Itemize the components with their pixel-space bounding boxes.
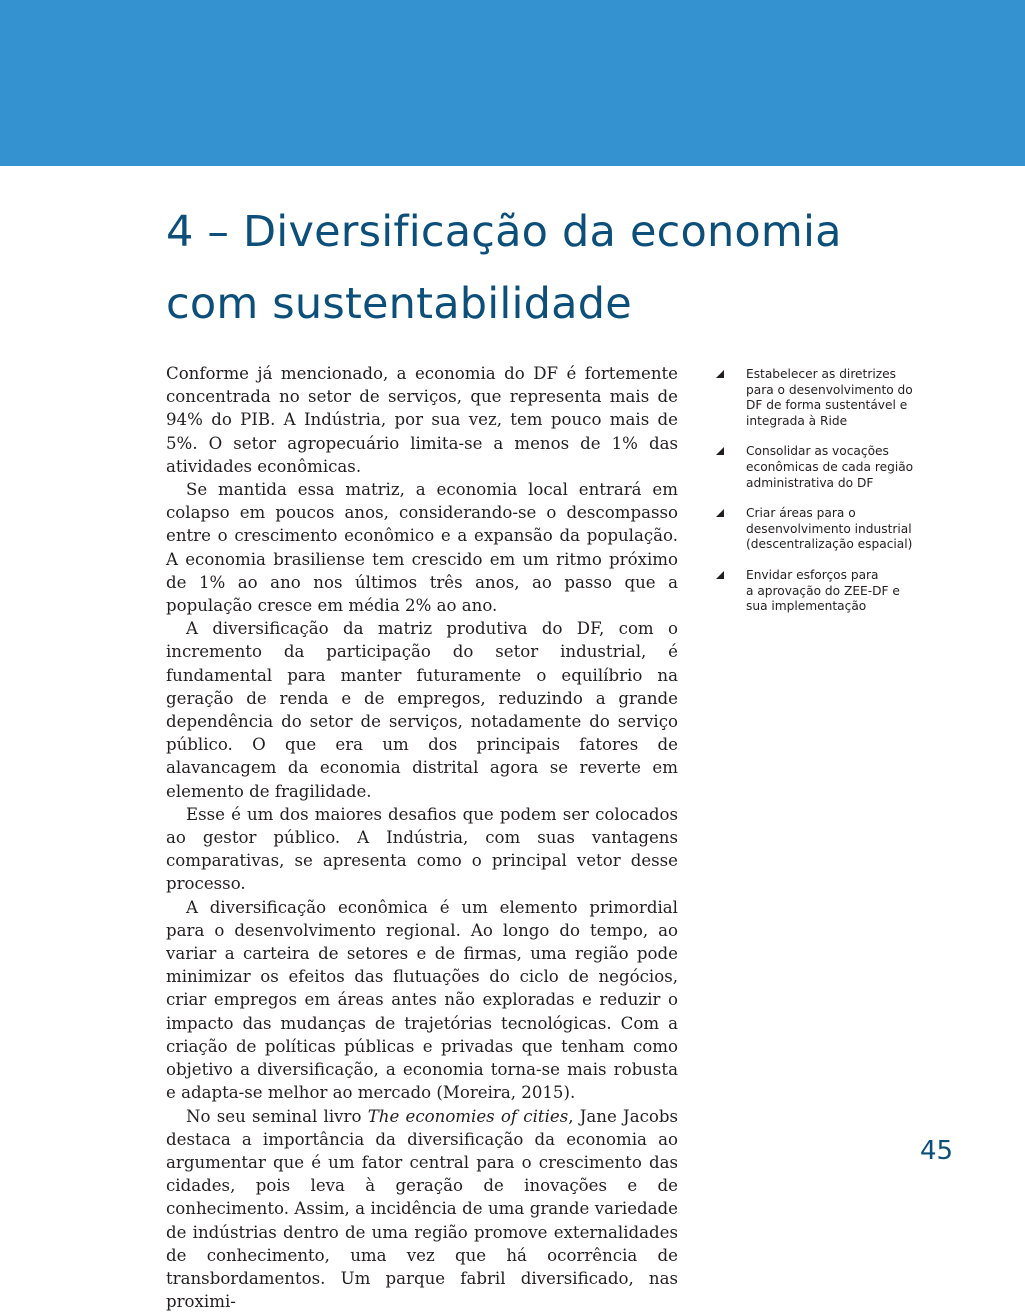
triangle-bullet-icon (716, 571, 724, 579)
paragraph-6-start: No seu seminal livro (186, 1107, 368, 1126)
sidebar-item (716, 444, 976, 491)
chapter-title-line-2: com sustentabilidade (166, 268, 986, 340)
sidebar-item-text: Estabelecer as diretrizes para o desenvolvimento do DF de forma sustentável e integrada à Ride (746, 367, 976, 429)
triangle-bullet-icon (716, 509, 724, 517)
sidebar-item (716, 367, 976, 429)
sidebar-item-text: Envidar esforços para a aprovação do ZEE-DF e sua implementação (746, 568, 976, 615)
sidebar-item (716, 506, 976, 553)
paragraph-4: Esse é um dos maiores desafios que podem ser colocados ao gestor público. A Indústria, com suas vantagens comparativas, se apresenta como o principal vetor desse processo. (166, 803, 678, 896)
paragraph-6-rest: , Jane Jacobs destaca a importância da diversificação da economia ao argumentar que é um fator central para o crescimento das cidades, pois leva à geração de inovações e de conhecimento. Assim, a incidência de uma grande variedade de indústrias dentro de uma região promove externalidades de conhecimento, uma vez que há ocorrência de transbordamentos. Um parque fabril diversificado, nas proximi- (166, 1107, 678, 1312)
chapter-title-line-1: 4 – Diversificação da economia (166, 196, 986, 268)
chapter-title (166, 196, 986, 340)
page-number: 45 (920, 1136, 953, 1166)
triangle-bullet-icon (716, 447, 724, 455)
triangle-bullet-icon (716, 370, 724, 378)
paragraph-5: A diversificação econômica é um elemento primordial para o desenvolvimento regional. Ao longo do tempo, ao variar a carteira de setores e de firmas, uma região pode minimizar os efeitos das flutuações do ciclo de negócios, criar empregos em áreas antes não exploradas e reduzir o impacto das mudanças de trajetórias tecnológicas. Com a criação de políticas públicas e privadas que tenham como objetivo a diversificação, a economia torna-se mais robusta e adapta-se melhor ao mercado (Moreira, 2015). (166, 896, 678, 1105)
sidebar-goals (716, 367, 976, 630)
paragraph-3: A diversificação da matriz produtiva do DF, com o incremento da participação do setor industrial, é fundamental para manter futuramente o equilíbrio na geração de renda e de empregos, reduzindo a grande dependência do setor de serviços, notadamente do serviço público. O que era um dos principais fatores de alavancagem da economia distrital agora se reverte em elemento de fragilidade. (166, 617, 678, 803)
book-title: The economies of cities (368, 1107, 569, 1126)
body-text (166, 362, 678, 1313)
sidebar-item-text: Criar áreas para o desenvolvimento industrial (descentralização espacial) (746, 506, 976, 553)
paragraph-2: Se mantida essa matriz, a economia local entrará em colapso em poucos anos, considerando-se o descompasso entre o crescimento econômico e a expansão da população. A economia brasiliense tem crescido em um ritmo próximo de 1% ao ano nos últimos três anos, ao passo que a população cresce em média 2% ao ano. (166, 478, 678, 617)
sidebar-item (716, 568, 976, 615)
header-band (0, 0, 1025, 166)
paragraph-6 (166, 1105, 678, 1313)
paragraph-1: Conforme já mencionado, a economia do DF é fortemente concentrada no setor de serviços, que representa mais de 94% do PIB. A Indústria, por sua vez, tem pouco mais de 5%. O setor agropecuário limita-se a menos de 1% das atividades econômicas. (166, 362, 678, 478)
sidebar-item-text: Consolidar as vocações econômicas de cada região administrativa do DF (746, 444, 976, 491)
